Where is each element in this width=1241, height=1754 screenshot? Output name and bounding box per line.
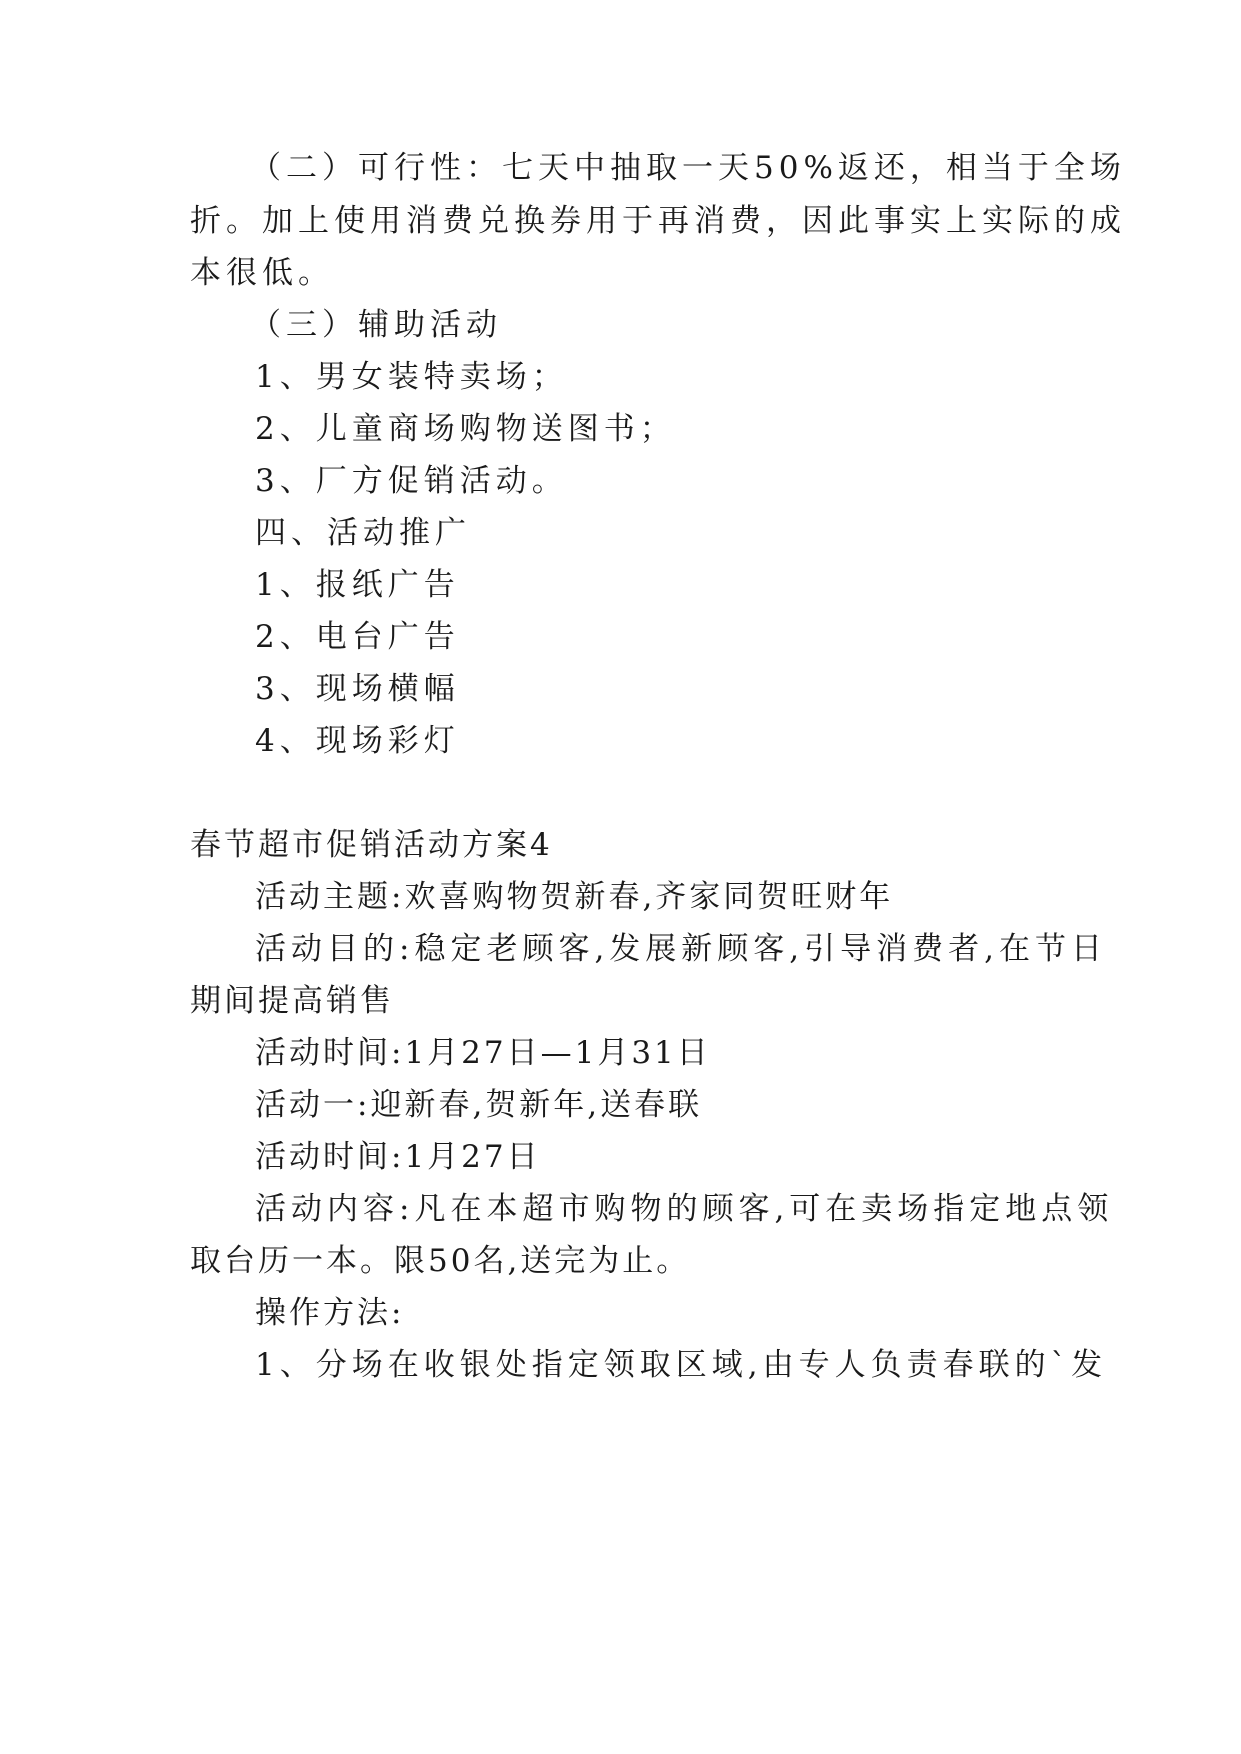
plan4-activity-one: 活动一:迎新春,贺新年,送春联 <box>255 1087 703 1123</box>
promo-item-3: 3、现场横幅 <box>255 671 460 707</box>
aux-item-2: 2、儿童商场购物送图书； <box>255 411 676 447</box>
plan4-method-heading: 操作方法: <box>255 1295 405 1331</box>
plan4-title: 春节超市促销活动方案4 <box>190 827 553 863</box>
plan4-purpose-line-1: 活动目的:稳定老顾客,发展新顾客,引导消费者,在节日 <box>255 931 1108 967</box>
plan4-content-line-1: 活动内容:凡在本超市购物的顾客,可在卖场指定地点领 <box>255 1191 1114 1227</box>
plan4-method-item-1: 1、分场在收银处指定领取区域,由专人负责春联的`发 <box>255 1347 1108 1383</box>
promo-item-4: 4、现场彩灯 <box>255 723 460 759</box>
promo-item-1: 1、报纸广告 <box>255 567 460 603</box>
plan4-time: 活动时间:1月27日—1月31日 <box>255 1035 711 1071</box>
aux-heading: （三）辅助活动 <box>250 307 502 343</box>
promo-item-2: 2、电台广告 <box>255 619 460 655</box>
plan4-activity-one-time: 活动时间:1月27日 <box>255 1139 541 1175</box>
feasibility-line-3: 本很低。 <box>190 255 334 291</box>
feasibility-line-1: （二）可行性：七天中抽取一天50%返还，相当于全场 <box>250 150 1126 186</box>
plan4-purpose-line-2: 期间提高销售 <box>190 983 394 1019</box>
feasibility-line-2: 折。加上使用消费兑换券用于再消费，因此事实上实际的成 <box>190 203 1126 239</box>
plan4-theme: 活动主题:欢喜购物贺新春,齐家同贺旺财年 <box>255 879 894 915</box>
promo-heading: 四、活动推广 <box>255 515 471 551</box>
aux-item-3: 3、厂方促销活动。 <box>255 463 568 499</box>
aux-item-1: 1、男女装特卖场； <box>255 359 568 395</box>
plan4-content-line-2: 取台历一本。限50名,送完为止。 <box>190 1243 691 1279</box>
